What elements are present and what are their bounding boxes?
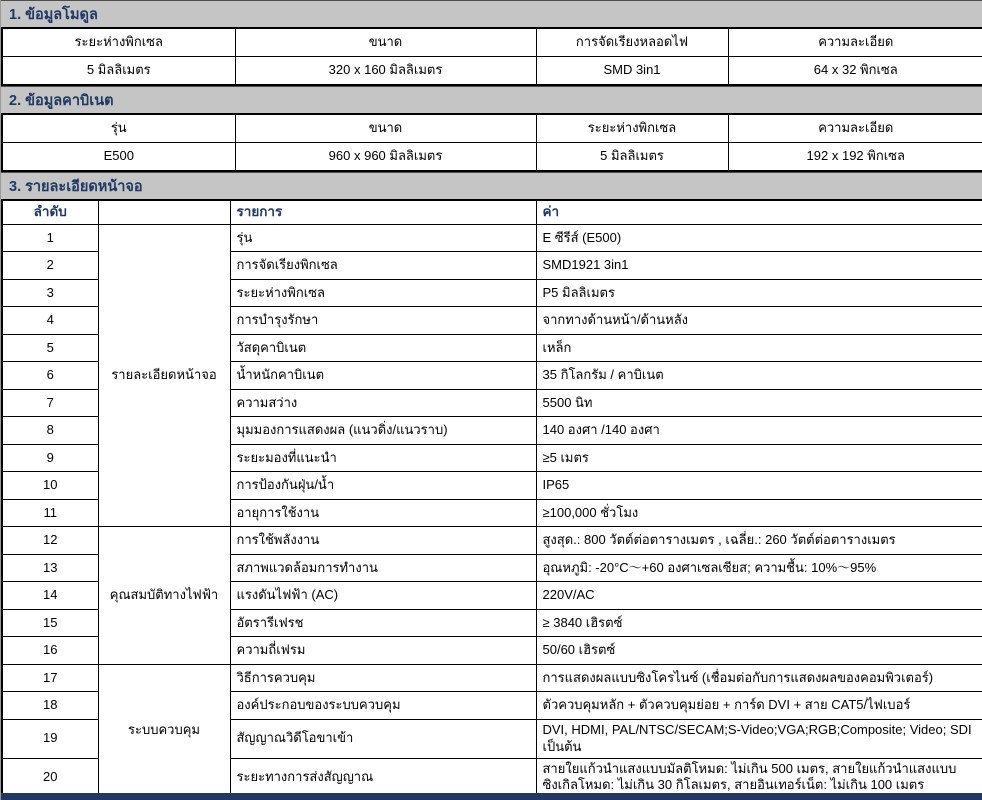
row-number-cell: 7 (2, 389, 98, 417)
row-number-cell: 13 (2, 554, 98, 582)
data-row (2, 57, 982, 86)
value-cell: IP65 (536, 472, 982, 500)
row-number-cell: 16 (2, 637, 98, 665)
group-cell: คุณสมบัติทางไฟฟ้า (98, 527, 230, 665)
header-row (2, 200, 982, 224)
column-header-group (98, 200, 230, 224)
value-cell: ตัวควบคุมหลัก + ตัวควบคุมย่อย + การ์ด DVI + สาย CAT5/ไฟเบอร์ (536, 692, 982, 720)
value-cell: สูงสุด.: 800 วัตต์ต่อตารางเมตร , เฉลี่ย.: 260 วัตต์ต่อตารางเมตร (536, 527, 982, 555)
item-cell: วัสดุคาบิเนต (230, 334, 536, 362)
spec-row (2, 527, 982, 555)
value-cell: อุณหภูมิ: -20°C～+60 องศาเซลเซียส; ความชื้น: 10%～95% (536, 554, 982, 582)
item-cell: สภาพแวดล้อมการทำงาน (230, 554, 536, 582)
data-cell: 960 x 960 มิลลิเมตร (235, 143, 536, 172)
row-number-cell: 1 (2, 224, 98, 252)
item-cell: การจัดเรียงพิกเซล (230, 252, 536, 280)
row-number-cell: 20 (2, 758, 98, 797)
row-number-cell: 12 (2, 527, 98, 555)
data-cell: 64 x 32 พิกเซล (728, 57, 982, 86)
header-row (2, 114, 982, 143)
row-number-cell: 17 (2, 664, 98, 692)
row-number-cell: 5 (2, 334, 98, 362)
value-cell: สายใยแก้วนำแสงแบบมัลติโหมด: ไม่เกิน 500 เมตร, สายใยแก้วนำแสงแบบซิงเกิลโหมด: ไม่เกิน 30 กิโลเมตร, สายอินเทอร์เน็ต: ไม่เกิน 100 เมตร (536, 758, 982, 797)
column-header-index: ลำดับ (2, 200, 98, 224)
row-number-cell: 10 (2, 472, 98, 500)
module-table (1, 27, 982, 86)
item-cell: น้ำหนักคาบิเนต (230, 362, 536, 390)
item-cell: วิธีการควบคุม (230, 664, 536, 692)
value-cell: 5500 นิท (536, 389, 982, 417)
section-title: 1. ข้อมูลโมดูล (9, 6, 98, 23)
value-cell: 220V/AC (536, 582, 982, 610)
screen-spec-table (1, 199, 982, 798)
value-cell: 35 กิโลกรัม / คาบิเนต (536, 362, 982, 390)
group-cell: ระบบควบคุม (98, 664, 230, 797)
row-number-cell: 18 (2, 692, 98, 720)
section-header-screen-details (1, 172, 982, 199)
row-number-cell: 19 (2, 719, 98, 758)
column-header-value: ค่า (536, 200, 982, 224)
row-number-cell: 4 (2, 307, 98, 335)
value-cell: 50/60 เฮิรตซ์ (536, 637, 982, 665)
item-cell: แรงดันไฟฟ้า (AC) (230, 582, 536, 610)
data-cell: 5 มิลลิเมตร (2, 57, 235, 86)
data-cell: 5 มิลลิเมตร (536, 143, 728, 172)
row-number-cell: 15 (2, 609, 98, 637)
column-header: การจัดเรียงหลอดไฟ (536, 28, 728, 57)
item-cell: ความสว่าง (230, 389, 536, 417)
value-cell: P5 มิลลิเมตร (536, 279, 982, 307)
item-cell: ระยะมองที่แนะนำ (230, 444, 536, 472)
item-cell: ระยะทางการส่งสัญญาณ (230, 758, 536, 797)
item-cell: มุมมองการแสดงผล (แนวดิ่ง/แนวราบ) (230, 417, 536, 445)
data-cell: E500 (2, 143, 235, 172)
data-cell: SMD 3in1 (536, 57, 728, 86)
column-header: ขนาด (235, 114, 536, 143)
item-cell: การบำรุงรักษา (230, 307, 536, 335)
item-cell: อายุการใช้งาน (230, 499, 536, 527)
section-title: 2. ข้อมูลคาบิเนต (9, 92, 114, 109)
column-header: ระยะห่างพิกเซล (2, 28, 235, 57)
item-cell: สัญญาณวิดีโอขาเข้า (230, 719, 536, 758)
value-cell: ≥100,000 ชั่วโมง (536, 499, 982, 527)
item-cell: ความถี่เฟรม (230, 637, 536, 665)
column-header: ความละเอียด (728, 114, 982, 143)
item-cell: องค์ประกอบของระบบควบคุม (230, 692, 536, 720)
spec-row (2, 224, 982, 252)
section-header-module (1, 0, 982, 27)
value-cell: เหล็ก (536, 334, 982, 362)
column-header-item: รายการ (230, 200, 536, 224)
item-cell: ระยะห่างพิกเซล (230, 279, 536, 307)
value-cell: ≥ 3840 เฮิรตซ์ (536, 609, 982, 637)
item-cell: อัตรารีเฟรช (230, 609, 536, 637)
row-number-cell: 2 (2, 252, 98, 280)
item-cell: การป้องกันฝุ่น/น้ำ (230, 472, 536, 500)
section-title: 3. รายละเอียดหน้าจอ (9, 178, 143, 195)
spec-row (2, 664, 982, 692)
column-header: ระยะห่างพิกเซล (536, 114, 728, 143)
group-cell: รายละเอียดหน้าจอ (98, 224, 230, 527)
row-number-cell: 9 (2, 444, 98, 472)
header-row (2, 28, 982, 57)
value-cell: E ซีรีส์ (E500) (536, 224, 982, 252)
row-number-cell: 6 (2, 362, 98, 390)
data-row (2, 143, 982, 172)
bottom-navy-bar (1, 793, 982, 800)
item-cell: การใช้พลังงาน (230, 527, 536, 555)
column-header: ขนาด (235, 28, 536, 57)
row-number-cell: 3 (2, 279, 98, 307)
section-header-cabinet (1, 86, 982, 113)
data-cell: 192 x 192 พิกเซล (728, 143, 982, 172)
item-cell: รุ่น (230, 224, 536, 252)
row-number-cell: 14 (2, 582, 98, 610)
value-cell: ≥5 เมตร (536, 444, 982, 472)
data-cell: 320 x 160 มิลลิเมตร (235, 57, 536, 86)
value-cell: จากทางด้านหน้า/ด้านหลัง (536, 307, 982, 335)
column-header: รุ่น (2, 114, 235, 143)
value-cell: การแสดงผลแบบซิงโครไนซ์ (เชื่อมต่อกับการแสดงผลของคอมพิวเตอร์) (536, 664, 982, 692)
row-number-cell: 8 (2, 417, 98, 445)
column-header: ความละเอียด (728, 28, 982, 57)
value-cell: 140 องศา /140 องศา (536, 417, 982, 445)
value-cell: DVI, HDMI, PAL/NTSC/SECAM;S-Video;VGA;RGB;Composite; Video; SDI เป็นต้น (536, 719, 982, 758)
cabinet-table (1, 113, 982, 172)
value-cell: SMD1921 3in1 (536, 252, 982, 280)
row-number-cell: 11 (2, 499, 98, 527)
